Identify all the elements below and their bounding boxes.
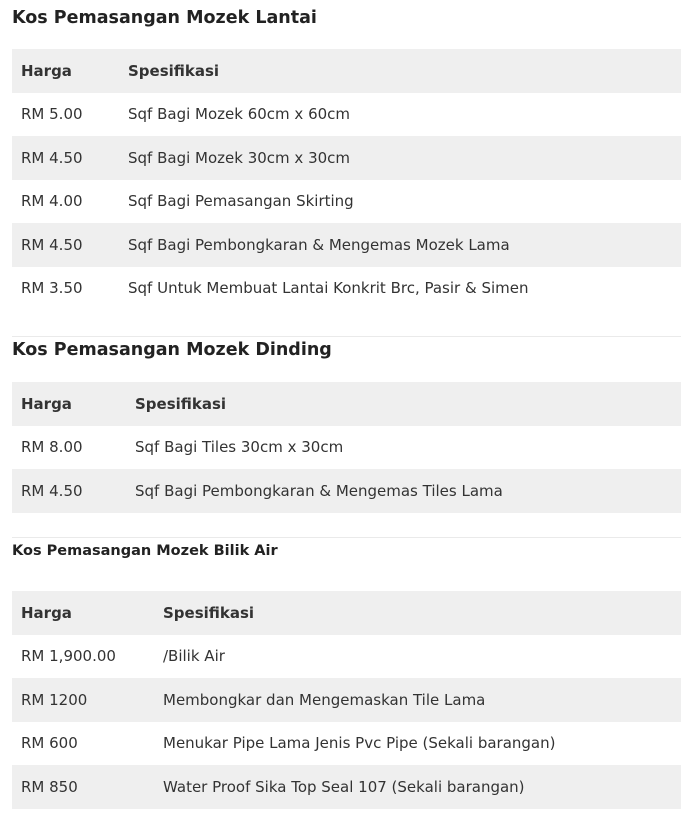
spec-cell: /Bilik Air <box>163 647 225 666</box>
price-cell: RM 5.00 <box>21 105 83 124</box>
table-header-row <box>12 49 681 93</box>
column-header-spec: Spesifikasi <box>135 394 227 413</box>
section-divider <box>12 336 681 337</box>
price-cell: RM 4.00 <box>21 192 83 211</box>
table-row <box>12 469 681 513</box>
section-title: Kos Pemasangan Mozek Lantai <box>12 8 317 28</box>
spec-cell: Sqf Bagi Pemasangan Skirting <box>128 192 354 211</box>
spec-cell: Sqf Bagi Tiles 30cm x 30cm <box>135 438 344 457</box>
table-row <box>12 267 681 311</box>
price-cell: RM 850 <box>21 777 78 796</box>
table-row <box>12 635 681 679</box>
table-row <box>12 678 681 722</box>
spec-cell: Sqf Bagi Pembongkaran & Mengemas Mozek Lama <box>128 235 510 254</box>
spec-cell: Sqf Untuk Membuat Lantai Konkrit Brc, Pasir & Simen <box>128 279 529 298</box>
price-cell: RM 4.50 <box>21 148 83 167</box>
table-row <box>12 136 681 180</box>
spec-cell: Sqf Bagi Pembongkaran & Mengemas Tiles Lama <box>135 481 503 500</box>
price-table <box>12 382 681 513</box>
price-cell: RM 8.00 <box>21 438 83 457</box>
table-row <box>12 765 681 809</box>
table-header-row <box>12 591 681 635</box>
table-row <box>12 426 681 470</box>
table-row <box>12 180 681 224</box>
table-row <box>12 722 681 766</box>
spec-cell: Sqf Bagi Mozek 30cm x 30cm <box>128 148 351 167</box>
price-table <box>12 49 681 310</box>
column-header-spec: Spesifikasi <box>163 603 255 622</box>
column-header-spec: Spesifikasi <box>128 61 220 80</box>
spec-cell: Menukar Pipe Lama Jenis Pvc Pipe (Sekali barangan) <box>163 734 556 753</box>
price-cell: RM 600 <box>21 734 78 753</box>
spec-cell: Sqf Bagi Mozek 60cm x 60cm <box>128 105 351 124</box>
section-divider <box>12 537 681 538</box>
column-header-price: Harga <box>21 603 72 622</box>
price-cell: RM 1200 <box>21 690 88 709</box>
column-header-price: Harga <box>21 61 72 80</box>
price-cell: RM 1,900.00 <box>21 647 116 666</box>
table-row <box>12 223 681 267</box>
table-row <box>12 93 681 137</box>
spec-cell: Membongkar dan Mengemaskan Tile Lama <box>163 690 486 709</box>
table-header-row <box>12 382 681 426</box>
section-title: Kos Pemasangan Mozek Dinding <box>12 340 332 360</box>
spec-cell: Water Proof Sika Top Seal 107 (Sekali barangan) <box>163 777 525 796</box>
price-cell: RM 4.50 <box>21 235 83 254</box>
price-cell: RM 4.50 <box>21 481 83 500</box>
price-cell: RM 3.50 <box>21 279 83 298</box>
price-table <box>12 591 681 809</box>
column-header-price: Harga <box>21 394 72 413</box>
section-title: Kos Pemasangan Mozek Bilik Air <box>12 543 278 559</box>
